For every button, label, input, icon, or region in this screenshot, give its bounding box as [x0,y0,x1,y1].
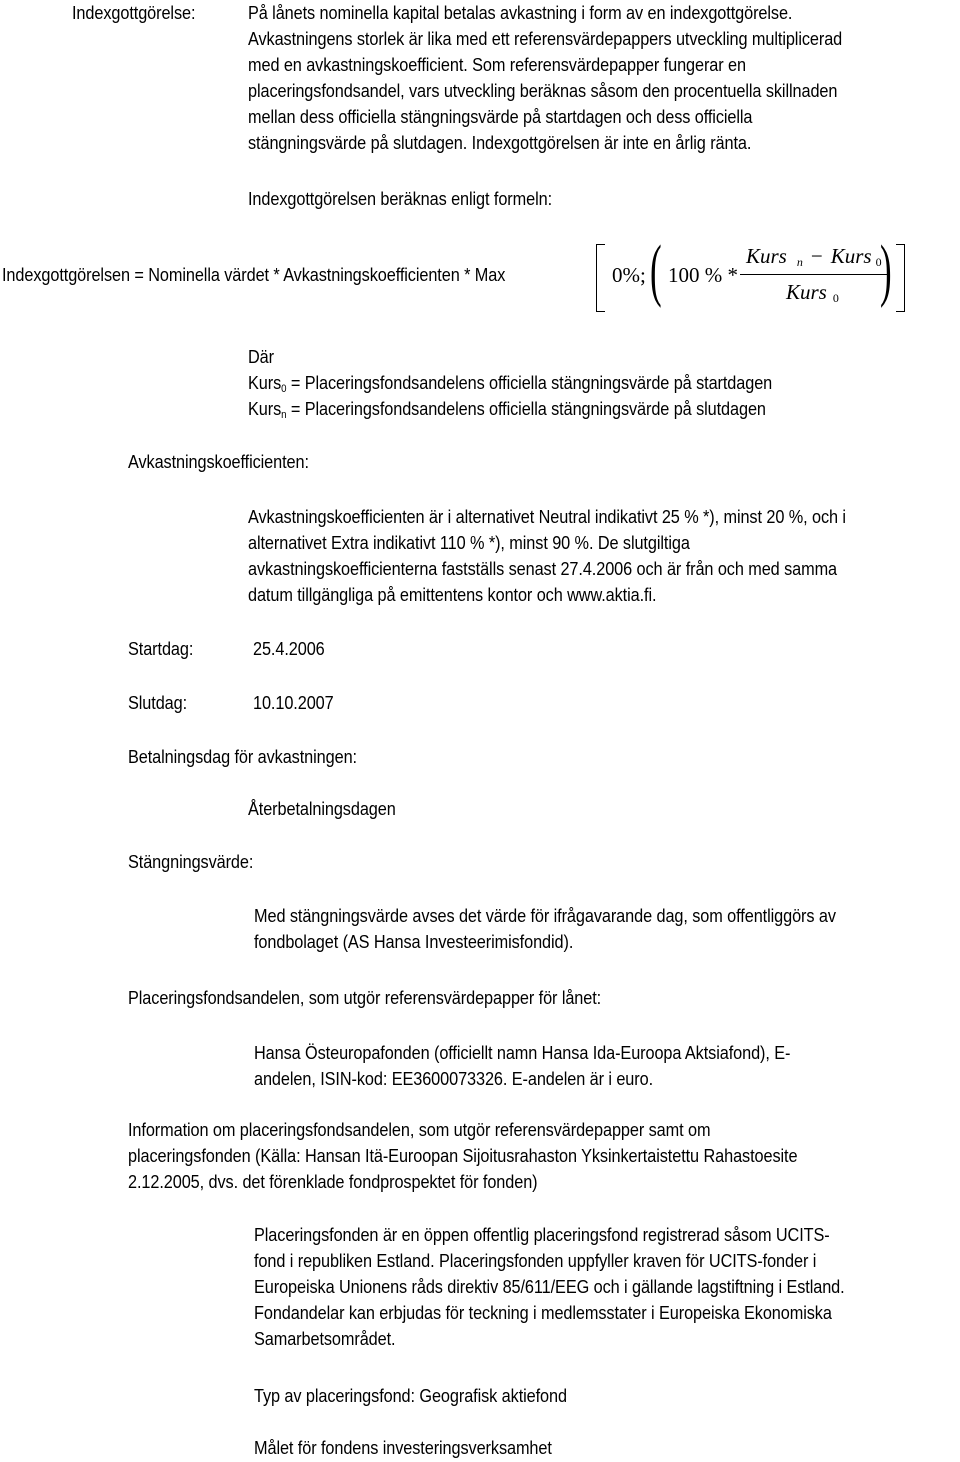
indexgottgorelse-label: Indexgottgörelse: [72,2,196,23]
kurs-denominator-symbol: Kurs [786,280,827,304]
kurs0-label: Kurs [248,372,282,393]
left-bracket [596,244,605,312]
fond-description-line: Placeringsfonden är en öppen offentlig placeringsfond registrerad såsom UCITS- [254,1224,830,1245]
left-paren: ( [650,232,662,309]
slutdag-label: Slutdag: [128,692,188,713]
right-paren: ) [880,232,892,309]
kursn-label: Kurs [248,398,282,419]
formula-zero-pct: 0%; [612,263,646,287]
intro-line: placeringsfondsandel, vars utveckling beräknas såsom den procentuella skillnaden [248,80,838,101]
kurs-0-symbol: Kurs [830,244,872,268]
formula-lhs: Indexgottgörelsen = Nominella värdet * Avkastningskoefficienten * Max [2,264,506,285]
fondtyp: Typ av placeringsfond: Geografisk aktiefond [254,1385,567,1406]
placeringsfond-label: Placeringsfondsandelen, som utgör referensvärdepapper för lånet: [128,987,602,1008]
fondens-mal: Målet för fondens investeringsverksamhet [254,1437,552,1458]
information-line: placeringsfonden (Källa: Hansan Itä-Euroopan Sijoitusrahaston Yksinkertaistettu Rahastoesite [128,1145,798,1166]
avk-line: avkastningskoefficienterna fastställs senast 27.4.2006 och är från och med samma [248,558,838,579]
kurs0-sub: 0 [281,383,287,395]
fond-description-paragraph [254,1222,925,1352]
avk-line: Avkastningskoefficienten är i alternativet Neutral indikativt 25 % *), minst 20 %, och i [248,506,846,527]
intro-paragraph [248,0,923,156]
intro-line: Avkastningens storlek är lika med ett referensvärdepappers utveckling multiplicerad [248,28,843,49]
kursn-sub: n [281,409,287,421]
placeringsfond-paragraph [254,1040,863,1092]
fond-description-line: Fondandelar kan erbjudas för teckning i medlemsstater i Europeiska Ekonomiska [254,1302,832,1323]
stangningsvarde-label: Stängningsvärde: [128,851,254,872]
kurs0-definition [248,370,772,396]
avkastningskoefficienten-label: Avkastningskoefficienten: [128,451,309,472]
kursn-definition [248,396,766,422]
sub-n: n [796,255,803,269]
numerator [746,244,882,269]
information-line: 2.12.2005, dvs. det förenklade fondprospektet för fonden) [128,1171,538,1192]
intro-line: stängningsvärde på slutdagen. Indexgottgörelsen är inte en årlig ränta. [248,132,752,153]
startdag-label: Startdag: [128,638,194,659]
formula-intro: Indexgottgörelsen beräknas enligt formeln: [248,188,553,209]
startdag-value: 25.4.2006 [253,638,325,659]
avk-paragraph [248,504,927,608]
sub-0: 0 [875,255,882,269]
placeringsfond-line: Hansa Östeuropafonden (officiellt namn Hansa Ida-Euroopa Aktsiafond), E- [254,1042,791,1063]
intro-line: På lånets nominella kapital betalas avkastning i form av en indexgottgörelse. [248,2,793,23]
slutdag-value: 10.10.2007 [253,692,334,713]
minus-sign: − [810,244,823,268]
stangningsvarde-line: fondbolaget (AS Hansa Investeerimisfondid). [254,931,574,952]
sub-0-denominator: 0 [832,291,839,305]
fond-description-line: fond i republiken Estland. Placeringsfonden uppfyller kraven för UCITS-fonder i [254,1250,817,1271]
denominator [786,280,839,305]
fond-description-line: Europeiska Unionens råds direktiv 85/611/EEG och i gällande lagstiftning i Estland. [254,1276,845,1297]
betalningsdag-label: Betalningsdag för avkastningen: [128,746,357,767]
formula-hundred-pct: 100 % * [668,263,738,287]
fraction-bar [740,274,888,275]
kursn-text: = Placeringsfondsandelens officiella stängningsvärde på slutdagen [286,398,766,419]
dar-label: Där [248,346,274,367]
kurs-n-symbol: Kurs [746,244,787,268]
information-line: Information om placeringsfondsandelen, som utgör referensvärdepapper samt om [128,1119,711,1140]
betalningsdag-value: Återbetalningsdagen [248,798,396,819]
right-bracket [896,244,905,312]
placeringsfond-line: andelen, ISIN-kod: EE3600073326. E-andelen är i euro. [254,1068,654,1089]
intro-line: med en avkastningskoefficient. Som referensvärdepapper fungerar en [248,54,746,75]
stangningsvarde-line: Med stängningsvärde avses det värde för ifrågavarande dag, som offentliggörs av [254,905,836,926]
avk-line: alternativet Extra indikativt 110 % *), minst 90 %. De slutgiltiga [248,532,690,553]
fond-description-line: Samarbetsområdet. [254,1328,396,1349]
stangningsvarde-paragraph [254,903,915,955]
intro-line: mellan dess officiella stängningsvärde på startdagen och dess officiella [248,106,753,127]
avk-line: datum tillgängliga på emittentens kontor och www.aktia.fi. [248,584,657,605]
information-paragraph [128,1117,889,1195]
kurs0-text: = Placeringsfondsandelens officiella stängningsvärde på startdagen [286,372,773,393]
